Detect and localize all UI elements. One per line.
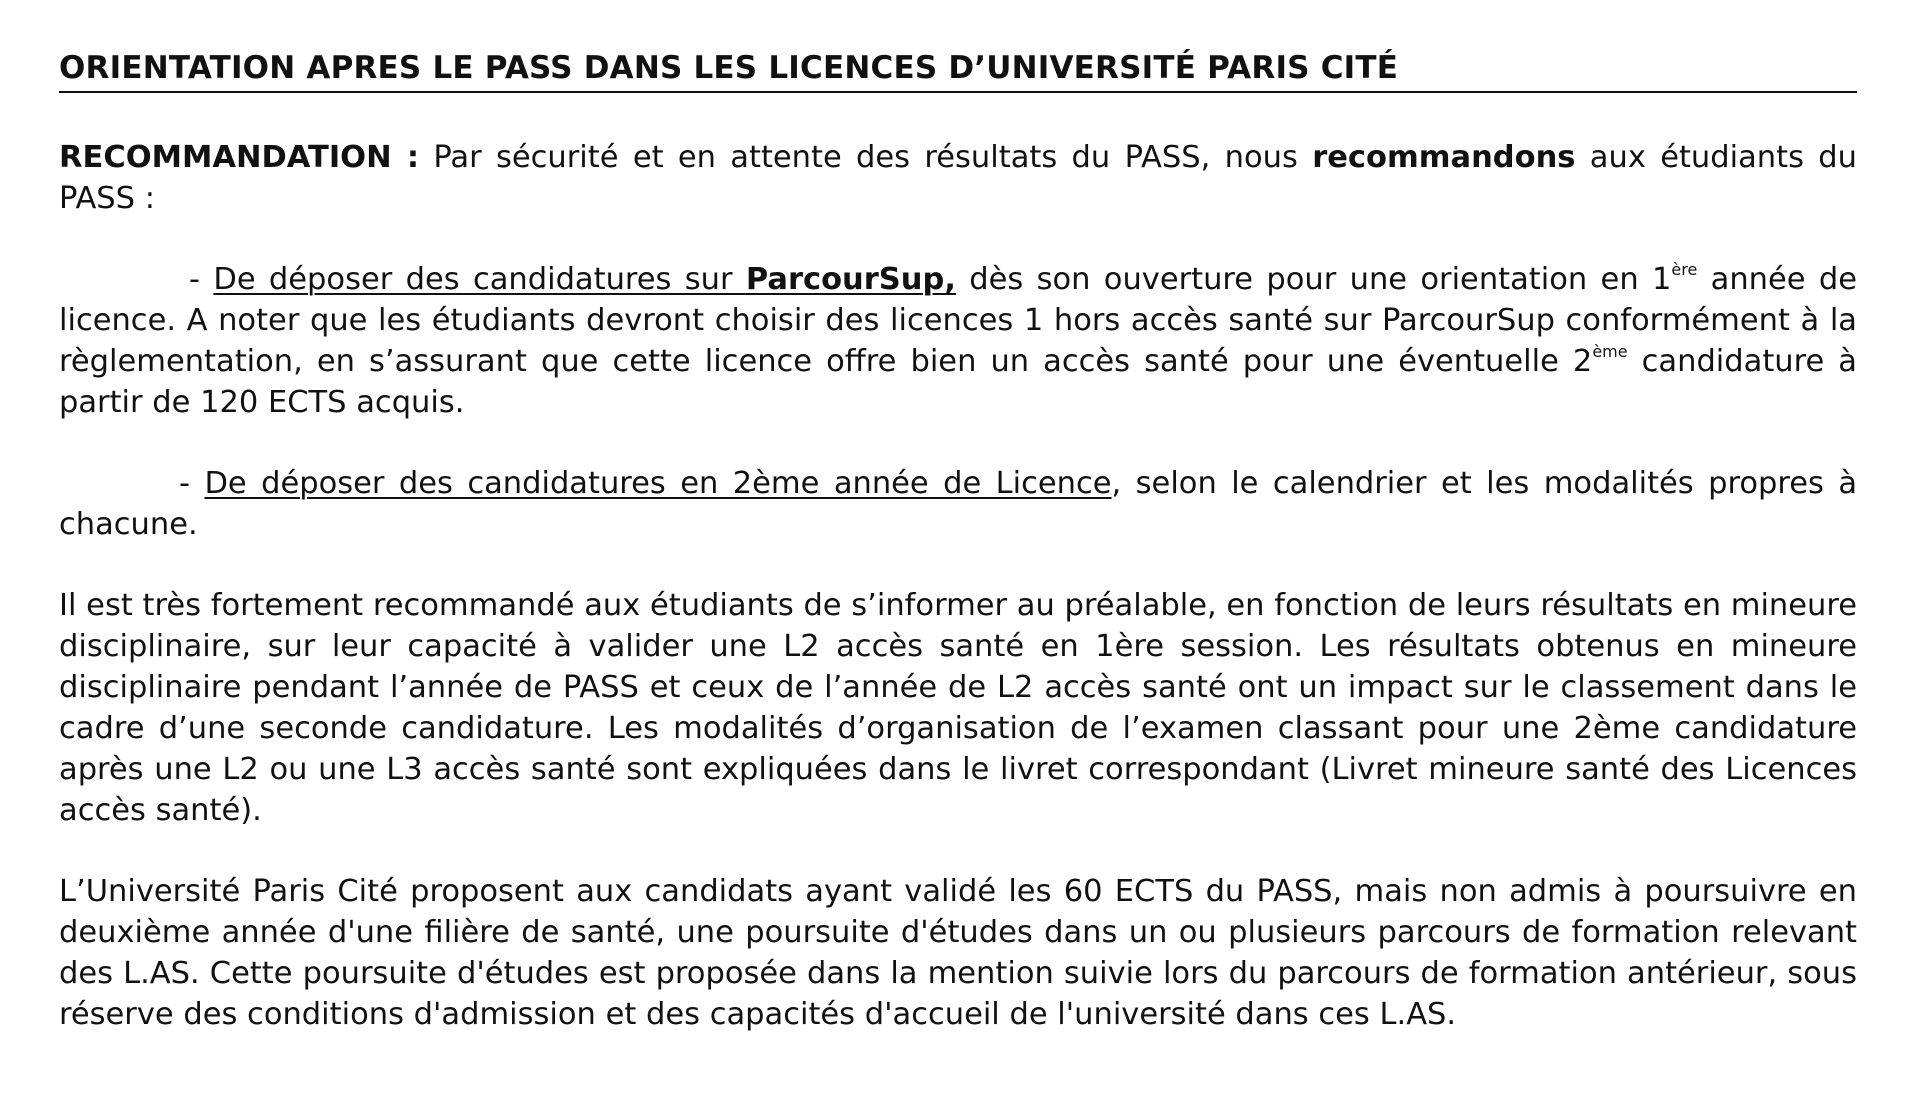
superscript-ere: ère (1671, 260, 1698, 280)
bullet-parcoursup-underlined (213, 262, 956, 297)
bullet-dash: - (179, 466, 205, 502)
las-paragraph: L’Université Paris Cité proposent aux candidats ayant validé les 60 ECTS du PASS, mais non admis à poursuivre en deuxième année d'une filière de santé, une poursuite d'études dans un ou plusieurs parcours de formation relevant des L.AS. Cette poursuite d'études est proposée dans la mention suivie lors du parcours de formation antérieur, sous réserve des conditions d'admission et des capacités d'accueil de l'université dans ces L.AS. (59, 874, 1857, 1033)
bullet-second-year-text: , selon le calendrier et les modalités propres à chacune. (59, 466, 1858, 543)
recommendation-label: RECOMMANDATION : (59, 140, 420, 176)
recommendation-paragraph (59, 137, 1857, 219)
bullet-parcoursup-text-3: candidature à partir de 120 ECTS acquis. (59, 344, 1857, 421)
bullet-parcoursup-text-1: dès son ouverture pour une orientation en 1 (955, 262, 1672, 298)
bullet-parcoursup-underline-text: De déposer des candidatures sur (213, 262, 746, 298)
recommendation-text-after: aux étudiants du PASS : (59, 140, 1857, 217)
bullet-dash: - (189, 262, 214, 298)
document-page (59, 50, 1857, 1035)
bullet-second-year-paragraph (59, 463, 1857, 545)
document-title: ORIENTATION APRES LE PASS DANS LES LICENCES D’UNIVERSITÉ PARIS CITÉ (59, 50, 1857, 93)
bullet-second-year-underlined: De déposer des candidatures en 2ème année de Licence (204, 466, 1112, 502)
parcoursup-bold-word: ParcourSup, (745, 262, 956, 298)
bullet-parcoursup-paragraph (59, 259, 1857, 423)
recommendation-bold-word: recommandons (1312, 140, 1576, 176)
superscript-eme: ème (1592, 342, 1628, 362)
recommendation-text-before: Par sécurité et en attente des résultats du PASS, nous (419, 140, 1313, 176)
information-paragraph: Il est très fortement recommandé aux étudiants de s’informer au préalable, en fonction de leurs résultats en mineure disciplinaire, sur leur capacité à valider une L2 accès santé en 1ère session. Les résultats obtenus en mineure disciplinaire pendant l’année de PASS et ceux de l’année de L2 accès santé ont un impact sur le classement dans le cadre d’une seconde candidature. Les modalités d’organisation de l’examen classant pour une 2ème candidature après une L2 ou une L3 accès santé sont expliquées dans le livret correspondant (Livret mineure santé des Licences accès santé). (59, 588, 1857, 829)
bullet-parcoursup-text-2: année de licence. A noter que les étudiants devront choisir des licences 1 hors accès santé sur ParcourSup conformément à la règlementation, en s’assurant que cette licence offre bien un accès santé pour une éventuelle 2 (59, 262, 1857, 380)
